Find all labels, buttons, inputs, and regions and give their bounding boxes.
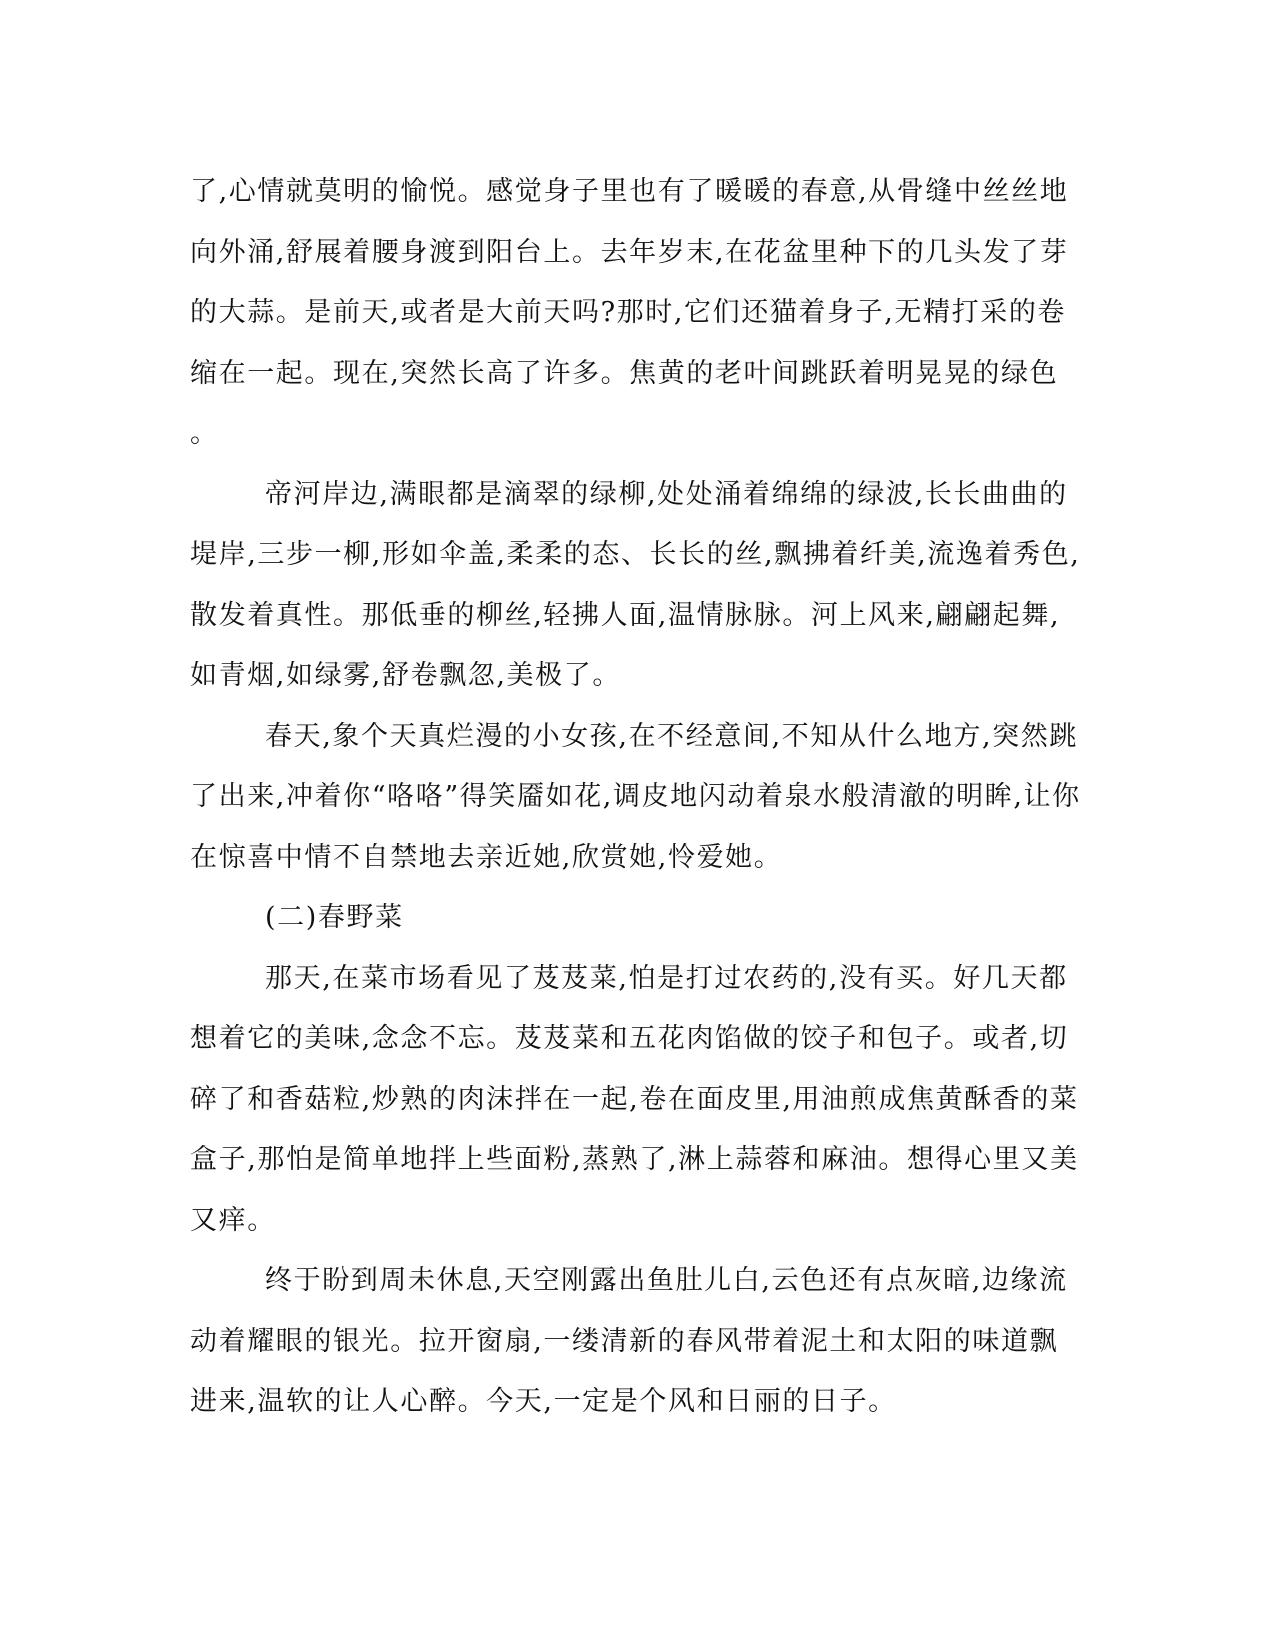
- text-line: 那天,在菜市场看见了芨芨菜,怕是打过农药的,没有买。好几天都: [265, 962, 1068, 994]
- text-line: 进来,温软的让人心醉。今天,一定是个风和日丽的日子。: [190, 1386, 897, 1417]
- text-line: 又痒。: [190, 1204, 276, 1236]
- text-line: 的大蒜。是前天,或者是大前天吗?那时,它们还猫着身子,无精打采的卷: [190, 297, 1067, 328]
- text-line: 堤岸,三步一柳,形如伞盖,柔柔的态、长长的丝,飘拂着纤美,流逸着秀色,: [190, 539, 1081, 570]
- text-line: 了出来,冲着你“咯咯”得笑靥如花,调皮地闪动着泉水般清澈的明眸,让你: [190, 781, 1081, 812]
- text-line: (二)春野菜: [265, 902, 404, 933]
- text-line: 春天,象个天真烂漫的小女孩,在不经意间,不知从什么地方,突然跳: [265, 720, 1078, 752]
- document-body: [190, 162, 1090, 1433]
- text-line: 。: [190, 418, 219, 449]
- text-line: 散发着真性。那低垂的柳丝,轻拂人面,温情脉脉。河上风来,翩翩起舞,: [190, 599, 1061, 631]
- text-line: 向外涌,舒展着腰身渡到阳台上。去年岁末,在花盆里种下的几头发了芽: [190, 236, 1069, 268]
- text-line: 在惊喜中情不自禁地去亲近她,欣赏她,怜爱她。: [190, 841, 783, 873]
- text-line: 帝河岸边,满眼都是滴翠的绿柳,处处涌着绵绵的绿波,长长曲曲的: [265, 478, 1068, 510]
- text-line: 了,心情就莫明的愉悦。感觉身子里也有了暖暖的春意,从骨缝中丝丝地: [190, 176, 1069, 207]
- text-line: 动着耀眼的银光。拉开窗扇,一缕清新的春风带着泥土和太阳的味道飘: [190, 1325, 1059, 1357]
- text-line: 缩在一起。现在,突然长高了许多。焦黄的老叶间跳跃着明晃晃的绿色: [190, 357, 1059, 389]
- text-line: 想着它的美味,念念不忘。芨芨菜和五花肉馅做的饺子和包子。或者,切: [190, 1023, 1069, 1054]
- text-line: 盒子,那怕是简单地拌上些面粉,蒸熟了,淋上蒜蓉和麻油。想得心里又美: [190, 1144, 1079, 1175]
- text-line: 碎了和香菇粒,炒熟的肉沫拌在一起,卷在面皮里,用油煎成焦黄酥香的菜: [190, 1083, 1079, 1115]
- text-line: 如青烟,如绿雾,舒卷飘忽,美极了。: [190, 660, 621, 691]
- text-line: 终于盼到周未休息,天空刚露出鱼肚儿白,云色还有点灰暗,边缘流: [265, 1265, 1068, 1296]
